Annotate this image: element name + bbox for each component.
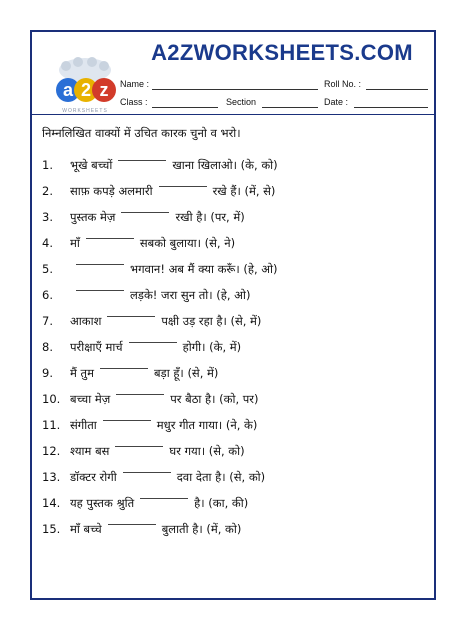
question-9: [42, 366, 218, 386]
question-text-end: पक्षी उड़ रहा है। (से, में): [161, 314, 262, 328]
question-text-end: रखी है। (पर, में): [175, 210, 245, 224]
date-line: [354, 107, 428, 108]
site-title: A2ZWORKSHEETS.COM: [151, 40, 413, 65]
question-number: 3.: [42, 210, 53, 224]
question-number: 9.: [42, 366, 53, 380]
question-3: [42, 210, 245, 230]
question-text-end: होगी। (के, में): [182, 340, 242, 354]
answer-blank[interactable]: [118, 160, 166, 161]
question-text: बच्चा मेज़: [70, 392, 111, 406]
answer-blank[interactable]: [108, 524, 156, 525]
question-number: 5.: [42, 262, 53, 276]
answer-blank[interactable]: [86, 238, 134, 239]
question-number: 6.: [42, 288, 53, 302]
question-2: [42, 184, 275, 204]
question-6: [42, 288, 250, 308]
roll-no-line: [366, 89, 428, 90]
question-text: संगीता: [70, 418, 97, 432]
instruction: निम्नलिखित वाक्यों में उचित कारक चुनो व भरो।: [42, 126, 241, 140]
answer-blank[interactable]: [107, 316, 155, 317]
question-text: श्याम बस: [70, 444, 110, 458]
question-number: 10.: [42, 392, 61, 406]
question-text: पुस्तक मेज़: [70, 210, 116, 224]
question-5: [42, 262, 278, 282]
question-text-end: भगवान! अब मैं क्या करूँ। (हे, ओ): [130, 262, 278, 276]
question-number: 15.: [42, 522, 61, 536]
worksheet-frame: [30, 30, 436, 600]
question-text: यह पुस्तक श्रुति: [70, 496, 135, 510]
question-14: [42, 496, 248, 516]
question-text-end: घर गया। (से, को): [169, 444, 245, 458]
question-text-end: मधुर गीत गाया। (ने, के): [156, 418, 258, 432]
question-1: [42, 158, 278, 178]
svg-text:2: 2: [80, 80, 92, 100]
a2z-logo: [46, 48, 124, 118]
question-number: 11.: [42, 418, 61, 432]
answer-blank[interactable]: [159, 186, 207, 187]
question-12: [42, 444, 245, 464]
date-label: Date :: [324, 97, 349, 107]
question-text-end: बड़ा हूँ। (से, में): [153, 366, 219, 380]
question-text-end: पर बैठा है। (को, पर): [170, 392, 259, 406]
question-number: 2.: [42, 184, 53, 198]
question-number: 7.: [42, 314, 53, 328]
question-text: डॉक्टर रोगी: [70, 470, 117, 484]
question-number: 12.: [42, 444, 61, 458]
answer-blank[interactable]: [76, 290, 124, 291]
question-text-end: दवा देता है। (से, को): [176, 470, 266, 484]
svg-text:a: a: [62, 80, 74, 100]
name-line: [152, 89, 318, 90]
class-line: [152, 107, 218, 108]
question-text-end: सबको बुलाया। (से, ने): [139, 236, 236, 250]
answer-blank[interactable]: [76, 264, 124, 265]
question-7: [42, 314, 261, 334]
question-text: मैं तुम: [70, 366, 94, 380]
answer-blank[interactable]: [140, 498, 188, 499]
question-text: आकाश: [70, 314, 102, 328]
question-11: [42, 418, 257, 438]
question-text: भूखे बच्चों: [70, 158, 113, 172]
question-4: [42, 236, 235, 256]
question-10: [42, 392, 258, 412]
question-text: परीक्षाएँ मार्च: [70, 340, 123, 354]
question-number: 1.: [42, 158, 53, 172]
question-text-end: बुलाती है। (में, को): [161, 522, 242, 536]
question-text-end: रखे हैं। (में, से): [212, 184, 276, 198]
question-text-end: है। (का, की): [194, 496, 249, 510]
question-number: 8.: [42, 340, 53, 354]
question-text-end: खाना खिलाओ। (के, को): [172, 158, 278, 172]
question-number: 13.: [42, 470, 61, 484]
answer-blank[interactable]: [100, 368, 148, 369]
answer-blank[interactable]: [116, 394, 164, 395]
question-13: [42, 470, 265, 490]
header-divider: [32, 114, 434, 115]
answer-blank[interactable]: [121, 212, 169, 213]
answer-blank[interactable]: [123, 472, 171, 473]
name-label: Name :: [120, 79, 150, 89]
answer-blank[interactable]: [103, 420, 151, 421]
section-line: [262, 107, 318, 108]
question-text: माँ: [70, 236, 80, 250]
svg-text:WORKSHEETS: WORKSHEETS: [62, 108, 108, 114]
question-8: [42, 340, 241, 360]
question-text-end: लड़के! जरा सुन तो। (हे, ओ): [130, 288, 251, 302]
svg-text:z: z: [99, 80, 109, 100]
class-label: Class :: [120, 97, 148, 107]
question-number: 14.: [42, 496, 61, 510]
answer-blank[interactable]: [115, 446, 163, 447]
section-label: Section: [226, 97, 257, 107]
question-text: माँ बच्चे: [70, 522, 102, 536]
question-15: [42, 522, 241, 542]
answer-blank[interactable]: [129, 342, 177, 343]
question-text: साफ़ कपड़े अलमारी: [70, 184, 153, 198]
question-number: 4.: [42, 236, 53, 250]
roll-no-label: Roll No. :: [324, 79, 362, 89]
